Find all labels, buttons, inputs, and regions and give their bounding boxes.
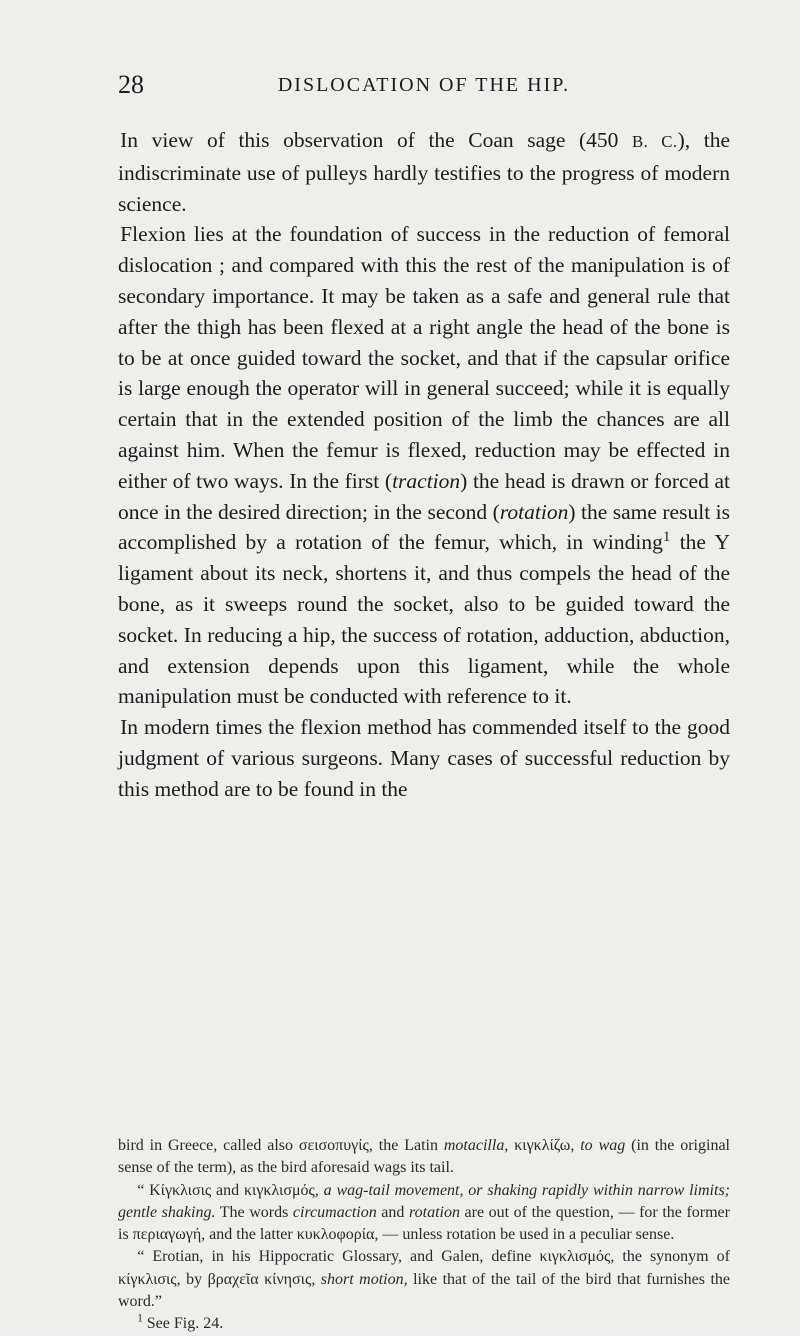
text-span: and xyxy=(376,1203,409,1221)
text-span: The words xyxy=(215,1203,293,1221)
footnote-marker: 1 xyxy=(137,1313,143,1326)
footnote-ref[interactable]: 1 xyxy=(662,529,671,546)
text-span: , κιγκλίζω, xyxy=(504,1137,581,1154)
paragraph-3 xyxy=(118,712,730,804)
main-text xyxy=(118,125,730,805)
italic-text: to wag xyxy=(580,1137,626,1154)
footnotes xyxy=(118,1135,730,1336)
text-span: bird in Greece, called also σεισοπυγίς, the Latin xyxy=(118,1137,444,1154)
text-span: See Fig. 24. xyxy=(142,1315,224,1333)
term-rotation: rotation xyxy=(499,499,569,524)
note-quote-1 xyxy=(118,1180,730,1247)
text-span: ) the same result is accomplished by a rotation of the femur, which, in winding xyxy=(118,499,730,555)
text-span: In modern times the flexion method has commended itself to the good judgment of various surgeons. Many cases of successful reduction by this method are to be found in the xyxy=(118,715,730,801)
page-header xyxy=(118,70,730,110)
era-abbreviation: B. C. xyxy=(631,132,678,151)
text-span: the Y ligament about its neck, shortens it, and thus compels the head of the bone, as it sweeps round the socket, also to be guided toward the socket. In reducing a hip, the success of rotation, adduction, abduction, and extension depends upon this ligament, while the whole manipulation must be conducted with reference to it. xyxy=(118,530,730,709)
text-span: ), the indiscriminate use of pulleys hardly testifies to the progress of modern science. xyxy=(118,128,730,216)
page-number: 28 xyxy=(118,70,144,99)
italic-text: motacilla xyxy=(443,1137,505,1154)
italic-text: short motion, xyxy=(320,1270,408,1288)
italic-text: rotation xyxy=(408,1203,460,1221)
text-span: (in the original sense of the term), as the bird aforesaid wags its tail. xyxy=(118,1137,730,1177)
text-span: Flexion lies at the foundation of success in the reduction of femoral dislocation ; and compared with this the rest of the manipulation is of secondary importance. It may be taken as a safe and general rule that after the thigh has been flexed at a right angle the head of the bone is to be at once guided toward the socket, and that if the capsular orifice is large enough the operator will in general succeed; while it is equally certain that in the extended position of the limb the chances are all against him. When the femur is flexed, reduction may be effected in either of two ways. In the first ( xyxy=(118,222,730,493)
italic-text: a wag-tail movement, or shaking rapidly within narrow limits; gentle shaking. xyxy=(118,1181,731,1221)
paragraph-2 xyxy=(118,219,730,712)
running-head: DISLOCATION OF THE HIP. xyxy=(277,74,571,96)
text-span: “ Κίγκλισις and κιγκλισμός, xyxy=(137,1181,324,1199)
note-continuation xyxy=(118,1135,730,1180)
text-span: “ Erotian, in his Hippocratic Glossary, and Galen, define κιγκλισμός, the synonym of κίγκλισις, by βραχεῖα κίνησις, xyxy=(118,1248,730,1288)
term-traction: traction xyxy=(392,468,461,493)
note-quote-2 xyxy=(118,1246,730,1313)
text-span: ) the head is drawn or forced at once in the desired direction; in the second ( xyxy=(118,468,730,524)
text-span: like that of the tail of the bird that furnishes the word.” xyxy=(118,1270,731,1311)
text-span: In view of this observation of the Coan sage (450 xyxy=(120,128,632,152)
paragraph-1 xyxy=(118,125,730,219)
italic-text: circumaction xyxy=(292,1203,377,1221)
footnote-1 xyxy=(118,1313,730,1335)
text-span: are out of the question, — for the former is περιαγωγή, and the latter κυκλοφορία, — unless rotation be used in a peculiar sense. xyxy=(118,1203,730,1244)
